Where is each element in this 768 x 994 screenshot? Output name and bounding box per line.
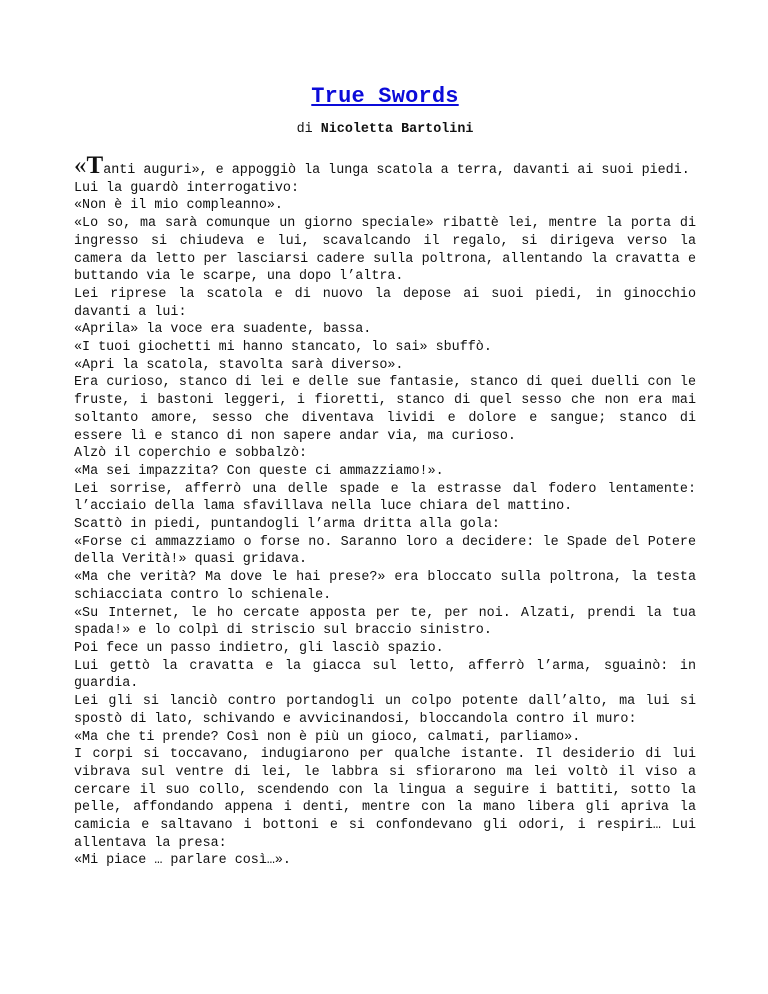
paragraph: «Ma che verità? Ma dove le hai prese?» era bloccato sulla poltrona, la testa schiacciata contro lo schienale. [74, 570, 696, 603]
paragraph: «Forse ci ammazziamo o forse no. Saranno loro a decidere: le Spade del Potere della Verità!» quasi gridava. [74, 534, 696, 568]
byline [74, 122, 696, 140]
paragraph-text: anti auguri», e appoggiò la lunga scatola a terra, davanti ai suoi piedi. [103, 163, 690, 178]
title-container [74, 84, 696, 112]
paragraph: Lei riprese la scatola e di nuovo la depose ai suoi piedi, in ginocchio davanti a lui: [74, 286, 696, 320]
paragraph: «Ma che ti prende? Così non è più un gioco, calmati, parliamo». [74, 729, 581, 745]
byline-prefix: di [296, 122, 313, 137]
paragraph: Scattò in piedi, puntandogli l’arma dritta alla gola: [74, 517, 500, 533]
paragraph: «Lo so, ma sarà comunque un giorno speciale» ribattè lei, mentre la porta di ingresso si chiudeva e lui, scavalcando il regalo, si dirigeva verso la camera da letto per lasciarsi cadere sulla poltrona, allentando la cravatta e buttando via le scarpe, una dopo l’altra. [74, 216, 696, 285]
paragraph: I corpi si toccavano, indugiarono per qualche istante. Il desiderio di lui vibrava sul ventre di lei, le labbra si sfiorarono ma lei voltò il viso a cercare il suo collo, scendendo con la lingua a seguire i battiti, sotto la pelle, affondando appena i denti, mentre con la mano libera gli apriva la camicia e saltavano i bottoni e si confondevano gli odori, i respiri… Lui allentava la presa: [74, 747, 696, 851]
paragraph: «Apri la scatola, stavolta sarà diverso». [74, 357, 404, 373]
paragraph-first [74, 152, 696, 180]
paragraph: «Su Internet, le ho cercate apposta per te, per noi. Alzati, prendi la tua spada!» e lo colpì di striscio sul braccio sinistro. [74, 605, 696, 639]
paragraph: Lui la guardò interrogativo: [74, 180, 299, 196]
paragraph: Era curioso, stanco di lei e delle sue fantasie, stanco di quei duelli con le fruste, i bastoni leggeri, i fioretti, stanco di quel sesso che non era mai soltanto amore, sesso che diventava lividi e dolore e sangue; stanco di essere lì e stanco di non sapere andar via, ma curioso. [74, 375, 696, 444]
paragraph: «Ma sei impazzita? Con queste ci ammazziamo!». [74, 463, 444, 479]
paragraph: «I tuoi giochetti mi hanno stancato, lo sai» sbuffò. [74, 340, 492, 356]
paragraph: Lei sorrise, afferrò una delle spade e la estrasse dal fodero lentamente: l’acciaio della lama sfavillava nella luce chiara del mattino. [74, 481, 696, 515]
paragraph: Lei gli si lanciò contro portandogli un colpo potente dall’alto, ma lui si spostò di lato, schivando e avvicinandosi, bloccandola contro il muro: [74, 694, 696, 727]
paragraph: «Mi piace … parlare così…». [74, 853, 291, 869]
document-page [74, 0, 696, 870]
paragraph: «Aprila» la voce era suadente, bassa. [74, 322, 372, 338]
paragraph: «Non è il mio compleanno». [74, 198, 283, 214]
opening-letter: T [86, 152, 104, 179]
author-name: Nicoletta Bartolini [320, 122, 474, 137]
paragraph: Alzò il coperchio e sobbalzò: [74, 446, 308, 462]
document-title[interactable]: True Swords [311, 84, 459, 109]
paragraph: Poi fece un passo indietro, gli lasciò spazio. [74, 640, 444, 656]
opening-quote: « [74, 152, 87, 179]
paragraph: Lui gettò la cravatta e la giacca sul letto, afferrò l’arma, sguainò: in guardia. [74, 658, 696, 692]
story-body [74, 152, 696, 870]
